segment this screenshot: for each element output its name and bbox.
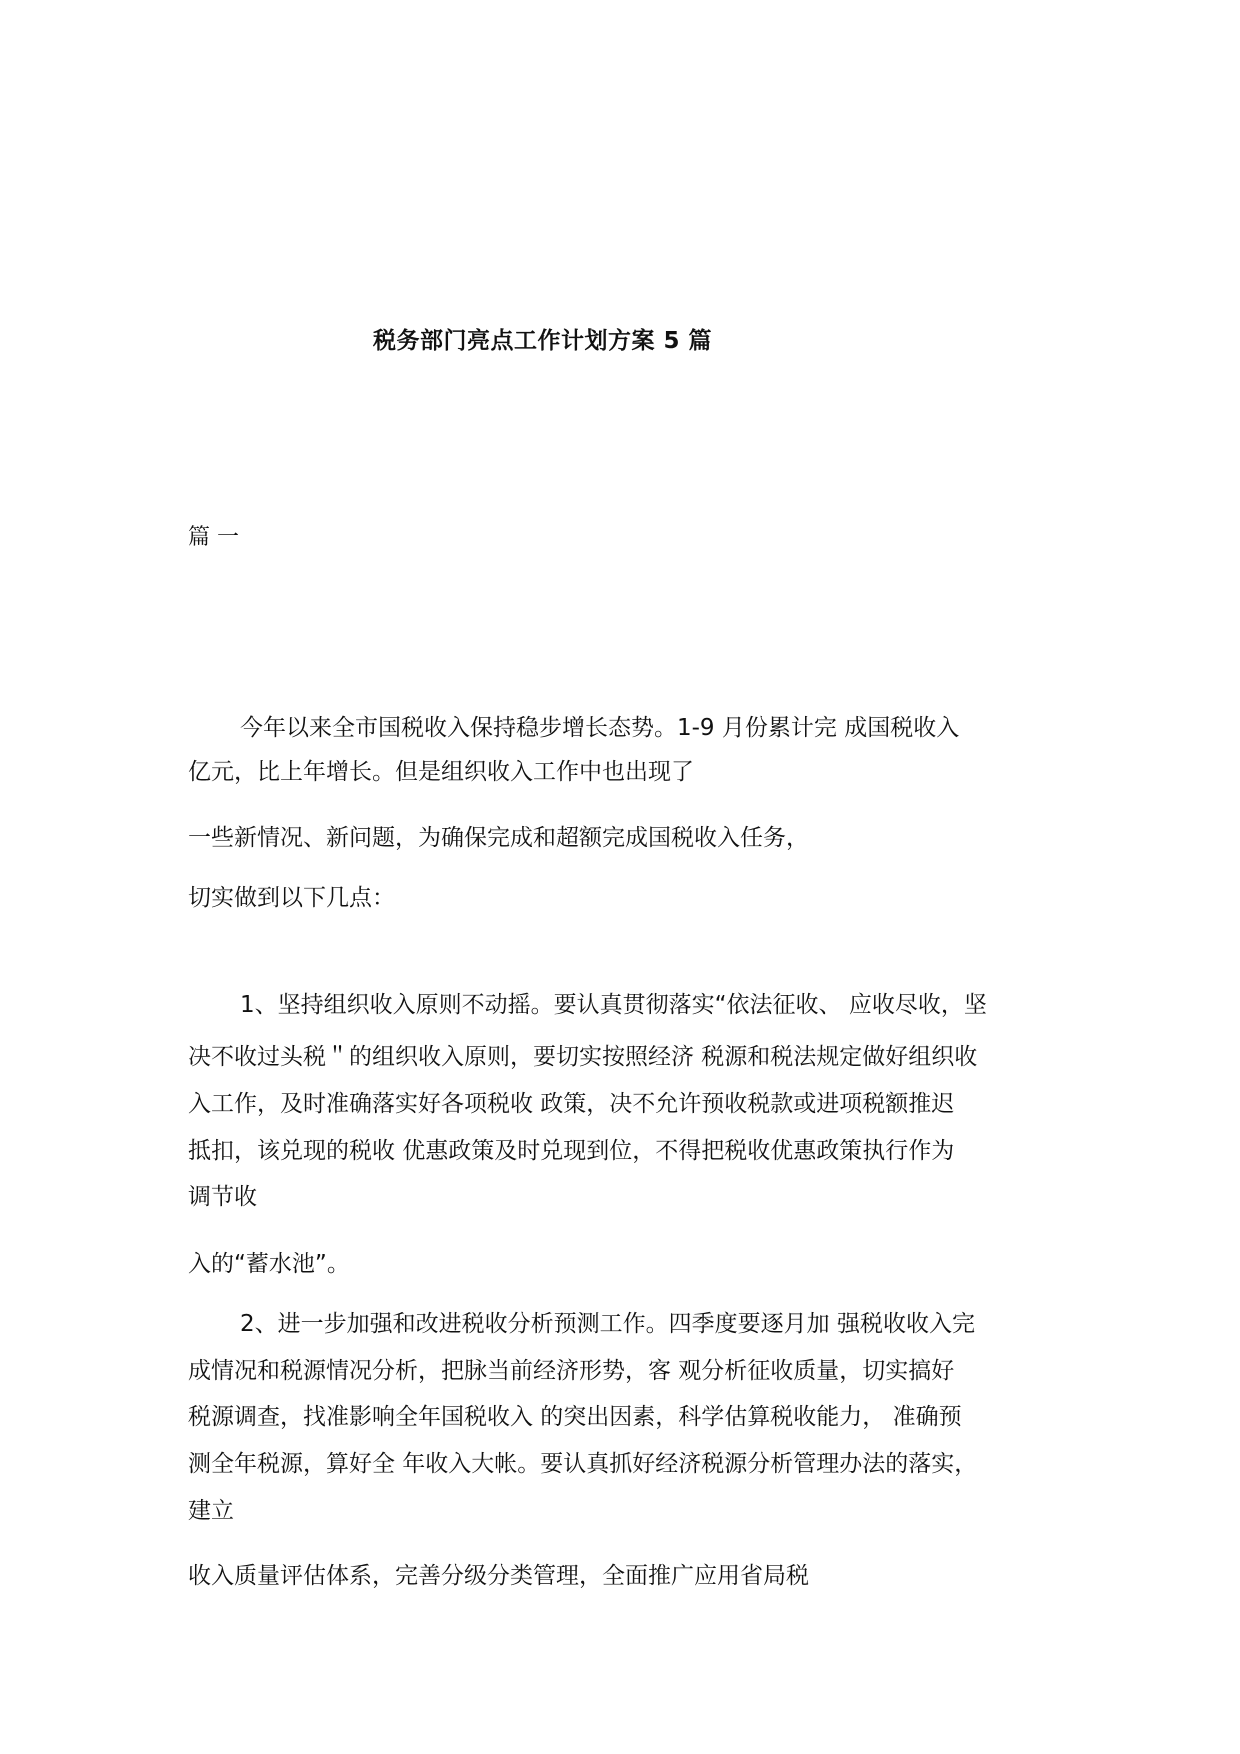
paragraph-line: 收入质量评估体系，完善分级分类管理，全面推广应用省局税 [188, 1563, 809, 1589]
paragraph-line: 一些新情况、新问题，为确保完成和超额完成国税收入任务， [188, 825, 809, 851]
paragraph-line: 入的“蓄水池”。 [188, 1251, 350, 1277]
paragraph-line: 切实做到以下几点： [188, 885, 395, 911]
paragraph-line: 调节收 [188, 1184, 257, 1210]
paragraph-line: 抵扣，该兑现的税收 优惠政策及时兑现到位，不得把税收优惠政策执行作为 [188, 1138, 955, 1164]
paragraph-line: 亿元，比上年增长。但是组织收入工作中也出现了 [188, 759, 694, 785]
paragraph-line: 税源调查，找准影响全年国税收入 的突出因素，科学估算税收能力， 准确预 [188, 1404, 962, 1430]
paragraph-line: 测全年税源，算好全 年收入大帐。要认真抓好经济税源分析管理办法的落实， [188, 1451, 978, 1477]
paragraph-line: 入工作，及时准确落实好各项税收 政策，决不允许预收税款或进项税额推迟 [188, 1091, 955, 1117]
paragraph-line: 决不收过头税＂的组织收入原则，要切实按照经济 税源和税法规定做好组织收 [188, 1044, 978, 1070]
document-title: 税务部门亮点工作计划方案 5 篇 [373, 328, 713, 354]
paragraph-line: 建立 [188, 1498, 234, 1524]
paragraph-line: 成情况和税源情况分析，把脉当前经济形势，客 观分析征收质量，切实搞好 [188, 1358, 955, 1384]
section-heading: 篇 一 [188, 525, 239, 550]
paragraph-line: 今年以来全市国税收入保持稳步增长态势。1-9 月份累计完 成国税收入 [240, 715, 960, 741]
paragraph-line: 1、坚持组织收入原则不动摇。要认真贯彻落实“依法征收、 应收尽收，坚 [240, 992, 987, 1018]
paragraph-line: 2、进一步加强和改进税收分析预测工作。四季度要逐月加 强税收收入完 [240, 1311, 975, 1337]
